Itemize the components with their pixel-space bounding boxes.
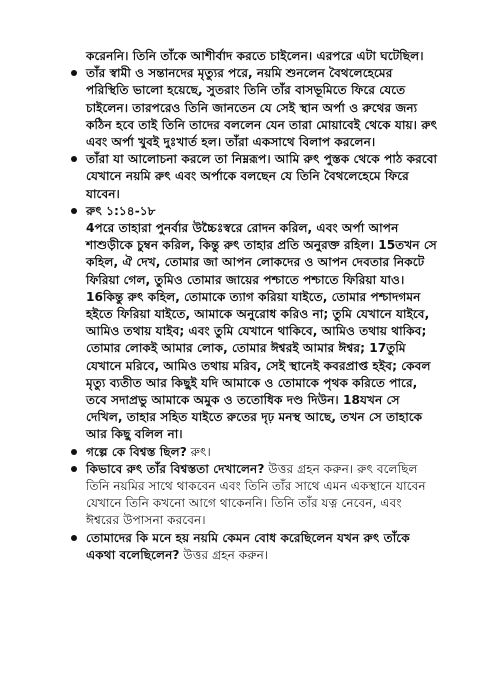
list-item: [86, 444, 438, 461]
bullet-icon: [71, 449, 77, 455]
list-item: [86, 151, 438, 203]
document-body: [86, 48, 438, 564]
answer-text: উত্তর গ্রহন করুন।: [179, 547, 269, 562]
bullet-icon: [71, 70, 77, 76]
bullet-text: তাঁরা যা আলোচনা করলে তা নিম্নরূপ। আমি রুৎ পুস্তক থেকে পাঠ করবো যেখানে নয়মি রুৎ এবং অর্পাকে বলছেন যে তিনি বৈথলেহেমে ফিরে যাবেন।: [86, 152, 438, 201]
bullet-icon: [71, 156, 77, 162]
list-item: [86, 65, 438, 151]
bullet-icon: [71, 466, 77, 472]
question-text: তোমাদের কি মনে হয় নয়মি কেমন বোধ করেছিলেন যখন রুৎ তাঁকে একথা বলেছিলেন?: [86, 530, 410, 562]
reading-passage: 4পরে তাহারা পুনর্বার উচ্চৈঃস্বরে রোদন করিল, এবং অর্পা আপন শাশুড়ীকে চুম্বন করিল, কিন্তু রুৎ তাহার প্রতি অনুরক্ত রহিল। 15তখন সে কহিল, ঐ দেখ, তোমার জা আপন লোকদের ও আপন দেবতার নিকটে ফিরিয়া গেল, তুমিও তোমার জায়ের পশ্চাতে পশ্চাতে ফিরিয়া যাও। 16কিন্তু রুৎ কহিল, তোমাকে ত্যাগ করিয়া যাইতে, তোমার পশ্চাদগমন হইতে ফিরিয়া যাইতে, আমাকে অনুরোধ করিও না; তুমি যেখানে যাইবে, আমিও তথায় যাইব; এবং তুমি যেখানে থাকিবে, আমিও তথায় থাকিব; তোমার লোকই আমার লোক, তোমার ঈশ্বরই আমার ঈশ্বর; 17তুমি যেখানে মরিবে, আমিও তথায় মরিব, সেই স্থানেই কবরপ্রাপ্ত হইব; কেবল মৃত্যু ব্যতীত আর কিছুই যদি আমাকে ও তোমাকে পৃথক করিতে পারে, তবে সদাপ্রভু আমাকে অমুক ও ততোধিক দণ্ড দিউন। 18যখন সে দেখিল, তাহার সহিত যাইতে রুতের দৃঢ় মনস্থ আছে, তখন সে তাহাকে আর কিছু বলিল না।: [86, 221, 437, 442]
intro-paragraph: করেননি। তিনি তাঁকে আশীর্বাদ করতে চাইলেন। এরপরে এটা ঘটেছিল।: [86, 49, 424, 63]
list-item: [86, 530, 438, 564]
list-item: [86, 461, 438, 530]
bullet-icon: [71, 535, 77, 541]
bullet-text: তাঁর স্বামী ও সন্তানদের মৃত্যুর পরে, নয়মি শুনলেন বৈথলেহেমের পরিস্থিতি ভালো হয়েছে, সুতরাং তিনি তাঁর বাসভূমিতে ফিরে যেতে চাইলেন। তারপরেও তিনি জানতেন যে সেই স্থান অর্পা ও রুথের জন্য কঠিন হবে তাই তিনি তাদের বললেন যেন তারা মোয়াবেই থেকে যায়। রুৎ এবং অর্পা খুবই দুঃখার্ত হল। তাঁরা একসাথে বিলাপ করলেন।: [86, 66, 438, 150]
question-text: কিভাবে রুৎ তাঁর বিশ্বস্ততা দেখালেন?: [86, 461, 265, 476]
answer-text: উত্তর গ্রহন করুন। রুৎ বলেছিল তিনি নয়মির সাথে থাকবেন এবং তিনি তাঁর সাথে এমন একস্থানে যাবেন যেখানে তিনি কখনো আগে থাকেননি। তিনি তাঁর যত্ন নেবেন, এবং ঈশ্বরের উপাসনা করবেন।: [86, 461, 426, 528]
question-text: গল্পে কে বিশ্বস্ত ছিল?: [86, 444, 187, 459]
reading-reference: রুৎ ১:১৪-১৮: [86, 203, 156, 218]
bullet-icon: [71, 208, 77, 214]
answer-text: রুৎ।: [186, 444, 211, 459]
list-item: [86, 203, 438, 444]
bullet-list: [86, 65, 438, 564]
